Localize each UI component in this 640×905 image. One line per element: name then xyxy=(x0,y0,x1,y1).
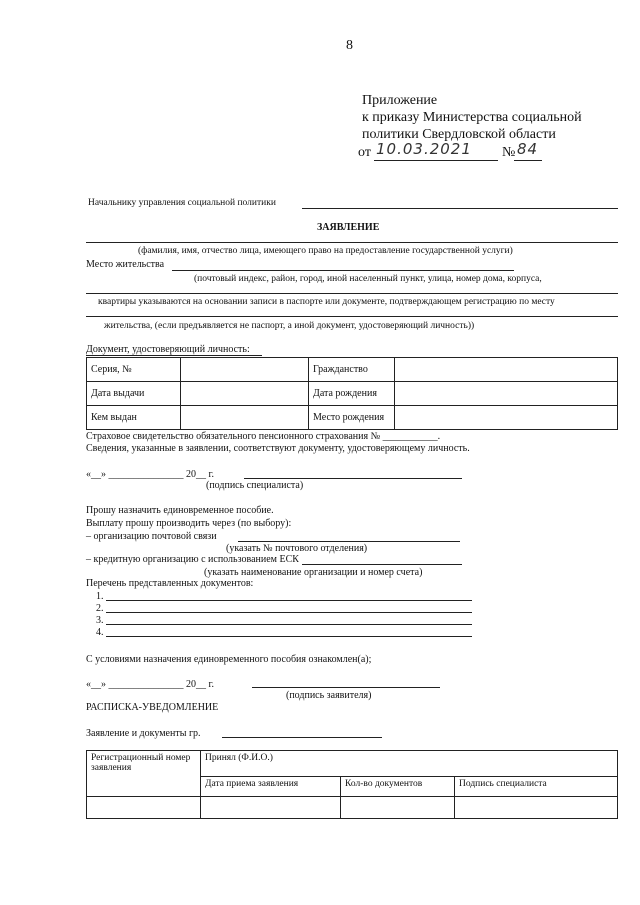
issue-date-label: Дата выдачи xyxy=(87,382,181,406)
appendix-line-1: Приложение xyxy=(362,93,438,108)
residence-caption-2: квартиры указываются на основании записи в паспорте или документе, подтверждающем регистрацию по месту xyxy=(98,297,555,307)
residence-field-line[interactable] xyxy=(172,270,514,271)
post-office-field-line[interactable] xyxy=(238,541,460,542)
residence-caption-1: (почтовый индекс, район, город, иной населенный пункт, улица, номер дома, корпуса, xyxy=(194,274,542,284)
receipt-docs-text: Заявление и документы гр. xyxy=(86,728,201,739)
docs-list-item-3: 3. xyxy=(96,615,104,626)
page-number: 8 xyxy=(346,38,353,53)
appendix-date-value: 10.03.2021 xyxy=(376,140,472,158)
docs-list-line-2[interactable] xyxy=(106,612,472,613)
series-number-value[interactable] xyxy=(181,358,309,382)
bank-field-line[interactable] xyxy=(302,564,462,565)
id-document-underline xyxy=(86,355,262,356)
birth-date-value[interactable] xyxy=(395,382,618,406)
applicant-sign-line[interactable] xyxy=(252,687,440,688)
specialist-sign-caption: (подпись специалиста) xyxy=(206,480,304,491)
docs-list-label: Перечень представленных документов: xyxy=(86,578,254,589)
residence-caption-3: жительства, (если предъявляется не паспорт, а иной документ, удостоверяющий личность)) xyxy=(104,321,475,331)
appendix-line-2: к приказу Министерства социальной xyxy=(362,110,582,125)
citizenship-value[interactable] xyxy=(395,358,618,382)
date-underline xyxy=(374,160,498,161)
option-post: – организацию почтовой связи xyxy=(86,531,217,542)
birth-place-value[interactable] xyxy=(395,406,618,430)
verification-text: Сведения, указанные в заявлении, соответствуют документу, удостоверяющему личность. xyxy=(86,443,470,454)
acquainted-text: С условиями назначения единовременного пособия ознакомлен(а); xyxy=(86,654,372,665)
receipt-table xyxy=(86,750,618,819)
specialist-sign-header: Подпись специалиста xyxy=(455,777,618,797)
applicant-date: «__» _______________ 20__ г. xyxy=(86,679,214,690)
docs-list-line-3[interactable] xyxy=(106,624,472,625)
id-document-table xyxy=(86,357,618,430)
docs-list-item-4: 4. xyxy=(96,627,104,638)
option-bank-caption: (указать наименование организации и номер счета) xyxy=(204,567,423,578)
issue-date-value[interactable] xyxy=(181,382,309,406)
birth-place-label: Место рождения xyxy=(309,406,395,430)
id-document-label: Документ, удостоверяющий личность: xyxy=(86,344,250,355)
reg-number-header: Регистрационный номер заявления xyxy=(87,751,201,797)
docs-list-line-4[interactable] xyxy=(106,636,472,637)
specialist-sign-cell[interactable] xyxy=(455,797,618,819)
citizenship-label: Гражданство xyxy=(309,358,395,382)
appendix-date-prefix: от xyxy=(358,145,371,160)
birth-date-label: Дата рождения xyxy=(309,382,395,406)
date-received-header: Дата приема заявления xyxy=(201,777,341,797)
residence-label: Место жительства xyxy=(86,259,165,270)
reg-number-cell[interactable] xyxy=(87,797,201,819)
specialist-sign-line[interactable] xyxy=(244,478,462,479)
docs-list-item-1: 1. xyxy=(96,591,104,602)
accepted-header: Принял (Ф.И.О.) xyxy=(201,751,618,777)
applicant-sign-caption: (подпись заявителя) xyxy=(286,690,372,701)
request-text: Прошу назначить единовременное пособие. xyxy=(86,505,274,516)
payment-method-text: Выплату прошу производить через (по выбору): xyxy=(86,518,292,529)
addressee-field-line[interactable] xyxy=(302,208,618,209)
snils-text: Страховое свидетельство обязательного пенсионного страхования № ___________. xyxy=(86,431,441,442)
appendix-line-3: политики Свердловской области xyxy=(362,127,556,142)
docs-count-header: Кол-во документов xyxy=(341,777,455,797)
option-bank: – кредитную организацию с использованием ЕСК xyxy=(86,554,299,565)
docs-list-line-1[interactable] xyxy=(106,600,472,601)
residence-field-line-3[interactable] xyxy=(86,316,618,317)
series-number-label: Серия, № xyxy=(87,358,181,382)
docs-count-cell[interactable] xyxy=(341,797,455,819)
docs-list-item-2: 2. xyxy=(96,603,104,614)
fio-caption: (фамилия, имя, отчество лица, имеющего право на предоставление государственной услуги) xyxy=(138,246,513,256)
date-received-cell[interactable] xyxy=(201,797,341,819)
receipt-name-line[interactable] xyxy=(222,737,382,738)
specialist-date: «__» _______________ 20__ г. xyxy=(86,469,214,480)
option-post-caption: (указать № почтового отделения) xyxy=(226,543,368,554)
appendix-number-value: 84 xyxy=(517,140,539,158)
number-underline xyxy=(514,160,542,161)
residence-field-line-2[interactable] xyxy=(86,293,618,294)
appendix-number-prefix: № xyxy=(502,145,516,160)
issued-by-label: Кем выдан xyxy=(87,406,181,430)
fio-field-line[interactable] xyxy=(86,242,618,243)
receipt-title: РАСПИСКА-УВЕДОМЛЕНИЕ xyxy=(86,702,219,713)
addressee-label: Начальнику управления социальной политики xyxy=(88,198,276,208)
issued-by-value[interactable] xyxy=(181,406,309,430)
form-title: ЗАЯВЛЕНИЕ xyxy=(317,222,380,233)
